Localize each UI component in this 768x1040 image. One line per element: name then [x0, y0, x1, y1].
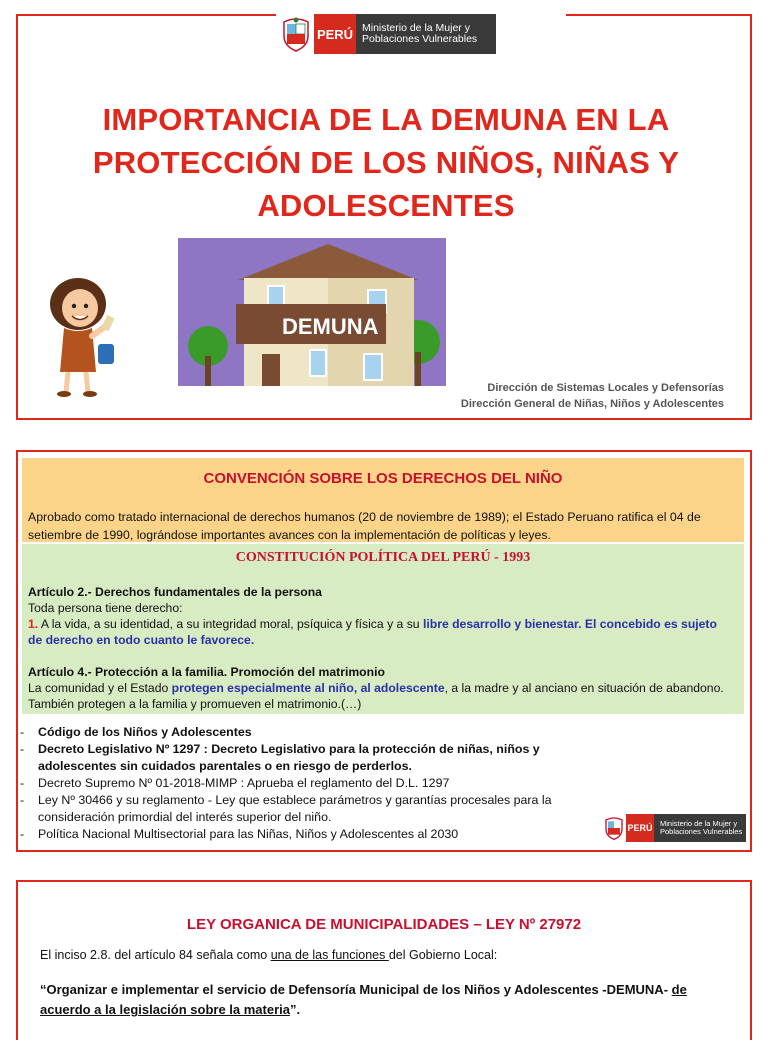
article-2-highlight: libre desarrollo y bienestar. El concebido es sujeto de derecho en todo cuanto le favorece.: [28, 617, 717, 647]
girl-painting-illustration: [44, 276, 124, 400]
article-4-body: [28, 680, 734, 712]
list-item: - Decreto Legislativo Nº 1297 : Decreto Legislativo para la protección de niñas, niños y adolescentes sin cuidados parentales o en riesgo de perderlos.: [18, 741, 618, 775]
article-4: [28, 664, 734, 712]
ministry-label: Ministerio de la Mujer y Poblaciones Vulnerables: [356, 14, 496, 54]
page-title: IMPORTANCIA DE LA DEMUNA EN LA PROTECCIÓN DE LOS NIÑOS, NIÑAS Y ADOLESCENTES: [92, 102, 680, 223]
coat-of-arms-icon: [602, 814, 626, 842]
article-4-text-a: La comunidad y el Estado: [28, 681, 172, 695]
laws-list: [18, 724, 618, 843]
ministry-logo: [278, 14, 496, 54]
quote-text-b: ”.: [290, 1002, 301, 1017]
constitution-title: CONSTITUCIÓN POLÍTICA DEL PERÚ - 1993: [235, 550, 531, 565]
credit-line-2: Dirección General de Niñas, Niños y Adolescentes: [460, 398, 724, 410]
convention-text: Aprobado como tratado internacional de derechos humanos (20 de noviembre de 1989); el Estado Peruano ratifica el 04 de setiembre de 1990, lográndose importantes avances con la implementación de políticas y leyes.: [28, 510, 701, 542]
article-2-intro: Toda persona tiene derecho:: [28, 601, 183, 615]
slide-title: [16, 14, 752, 420]
quote-text-a: “Organizar e implementar el servicio de Defensoría Municipal de los Niños y Adolescentes -DEMUNA-: [40, 982, 672, 997]
quote-underlined: de acuerdo a la legislación sobre la materia: [40, 982, 687, 1017]
slide-border-right: [566, 14, 752, 16]
slide-border-left: [16, 14, 276, 16]
article-2-body: [28, 616, 734, 648]
convention-box: [22, 458, 744, 542]
demuna-building-illustration: [178, 238, 446, 386]
article-4-highlight: protegen especialmente al niño, al adolescente: [171, 681, 445, 695]
demuna-sign: DEMUNA: [282, 314, 379, 339]
intro-text-b: del Gobierno Local:: [388, 948, 498, 962]
slide-municipal-law: [16, 880, 752, 1040]
slide-legal-framework: [16, 450, 752, 852]
article-4-text-b: , a la madre y al anciano en situación de abandono. También protegen a la familia y promueven el matrimonio.(…): [28, 681, 724, 711]
municipal-law-intro: [40, 948, 497, 962]
list-item: - Política Nacional Multisectorial para las Niñas, Niños y Adolescentes al 2030: [18, 826, 618, 843]
municipal-law-title: LEY ORGANICA DE MUNICIPALIDADES – LEY Nº 27972: [186, 916, 582, 933]
article-2-number: 1.: [28, 617, 39, 631]
convention-title: CONVENCIÓN SOBRE LOS DERECHOS DEL NIÑO: [203, 470, 563, 487]
article-2-heading: Artículo 2.- Derechos fundamentales de la persona: [28, 585, 322, 599]
credit-line-1: Dirección de Sistemas Locales y Defensorías: [487, 382, 724, 394]
list-item: - Decreto Supremo Nº 01-2018-MIMP : Aprueba el reglamento del D.L. 1297: [18, 775, 618, 792]
intro-underlined: una de las funciones: [270, 948, 389, 962]
constitution-box: [22, 544, 744, 714]
credit-block: [461, 380, 724, 412]
article-4-heading: Artículo 4.- Protección a la familia. Promoción del matrimonio: [28, 665, 385, 679]
peru-label: PERÚ: [626, 814, 654, 842]
ministry-label: Ministerio de la Mujer y Poblaciones Vulnerables: [654, 814, 746, 842]
list-item: - Código de los Niños y Adolescentes: [18, 724, 618, 741]
municipal-law-quote: [40, 980, 728, 1020]
list-item: - Ley Nº 30466 y su reglamento - Ley que establece parámetros y garantías procesales para la consideración primordial del interés superior del niño.: [18, 792, 618, 826]
coat-of-arms-icon: [278, 14, 314, 54]
article-2: [28, 584, 734, 648]
intro-text-a: El inciso 2.8. del artículo 84 señala como: [40, 948, 271, 962]
peru-label: PERÚ: [314, 14, 356, 54]
ministry-logo-small: [602, 814, 746, 842]
article-2-text: A la vida, a su identidad, a su integridad moral, psíquica y física y a su: [38, 617, 423, 631]
